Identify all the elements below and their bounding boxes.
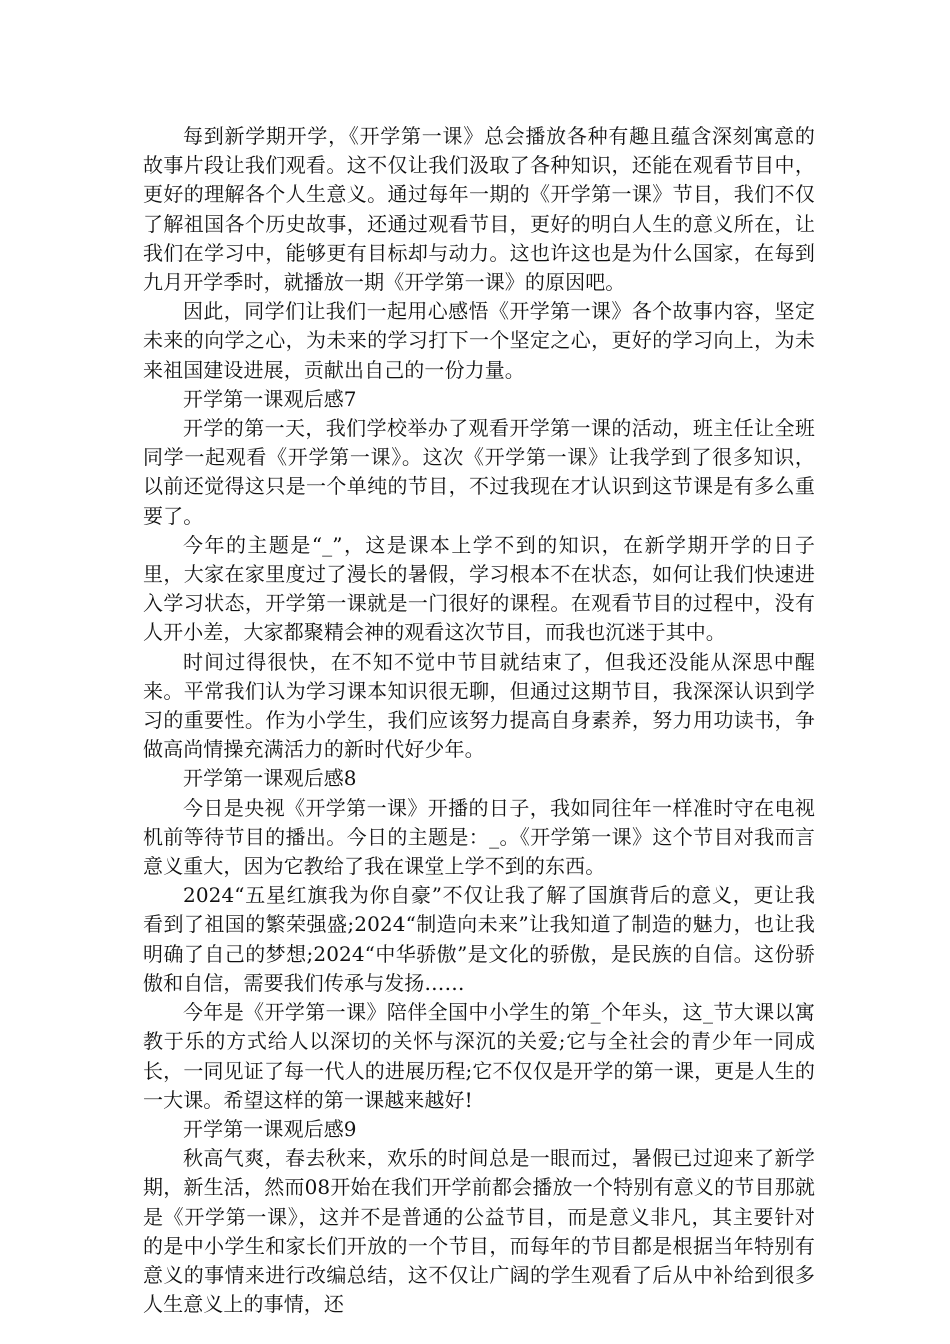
paragraph: 时间过得很快，在不知不觉中节目就结束了，但我还没能从深思中醒来。平常我们认为学习课本知识很无聊，但通过这期节目，我深深认识到学习的重要性。作为小学生，我们应该努力提高自身素养，努力用功读书，争做高尚情操充满活力的新时代好少年。	[143, 649, 815, 762]
section-heading: 开学第一课观后感8	[183, 766, 357, 791]
paragraph: 今年是《开学第一课》陪伴全国中小学生的第_个年头，这_节大课以寓教于乐的方式给人以深切的关怀与深沉的关爱;它与全社会的青少年一同成长，一同见证了每一代人的进展历程;它不仅仅是开学的第一课，更是人生的一大课。希望这样的第一课越来越好!	[143, 1000, 815, 1112]
paragraph: 今日是央视《开学第一课》开播的日子，我如同往年一样准时守在电视机前等待节目的播出。今日的主题是：_。《开学第一课》这个节目对我而言意义重大，因为它教给了我在课堂上学不到的东西。	[143, 795, 815, 879]
paragraph: 因此，同学们让我们一起用心感悟《开学第一课》各个故事内容，坚定未来的向学之心，为未来的学习打下一个坚定之心，更好的学习向上，为未来祖国建设进展，贡献出自己的一份力量。	[143, 299, 815, 382]
document-body	[143, 122, 815, 1319]
paragraph: 秋高气爽，春去秋来，欢乐的时间总是一眼而过，暑假已过迎来了新学期，新生活，然而08开始在我们开学前都会播放一个特别有意义的节目那就是《开学第一课》，这并不是普通的公益节目，而是意义非凡，其主要针对的是中小学生和家长们开放的一个节目，而每年的节目都是根据当年特别有意义的事情来进行改编总结，这不仅让广阔的学生观看了后从中补给到很多人生意义上的事情，还	[143, 1146, 815, 1317]
paragraph: 2024“五星红旗我为你自豪”不仅让我了解了国旗背后的意义，更让我看到了祖国的繁荣强盛;2024“制造向未来”让我知道了制造的魅力，也让我明确了自己的梦想;2024“中华骄傲”是文化的骄傲，是民族的自信。这份骄傲和自信，需要我们传承与发扬……	[143, 883, 815, 995]
section-heading: 开学第一课观后感9	[183, 1116, 357, 1141]
section-heading: 开学第一课观后感7	[183, 386, 357, 411]
paragraph: 每到新学期开学，《开学第一课》总会播放各种有趣且蕴含深刻寓意的故事片段让我们观看。这不仅让我们汲取了各种知识，还能在观看节目中，更好的理解各个人生意义。通过每年一期的《开学第一课》节目，我们不仅了解祖国各个历史故事，还通过观看节目，更好的明白人生的意义所在，让我们在学习中，能够更有目标却与动力。这也许这也是为什么国家，在每到九月开学季时，就播放一期《开学第一课》的原因吧。	[143, 124, 815, 295]
paragraph: 开学的第一天，我们学校举办了观看开学第一课的活动，班主任让全班同学一起观看《开学第一课》。这次《开学第一课》让我学到了很多知识，以前还觉得这只是一个单纯的节目，不过我现在才认识到这节课是有多么重要了。	[143, 416, 815, 528]
paragraph: 今年的主题是“_”，这是课本上学不到的知识，在新学期开学的日子里，大家在家里度过了漫长的暑假，学习根本不在状态，如何让我们快速进入学习状态，开学第一课就是一门很好的课程。在观看节目的过程中，没有人开小差，大家都聚精会神的观看这次节目，而我也沉迷于其中。	[143, 532, 815, 645]
